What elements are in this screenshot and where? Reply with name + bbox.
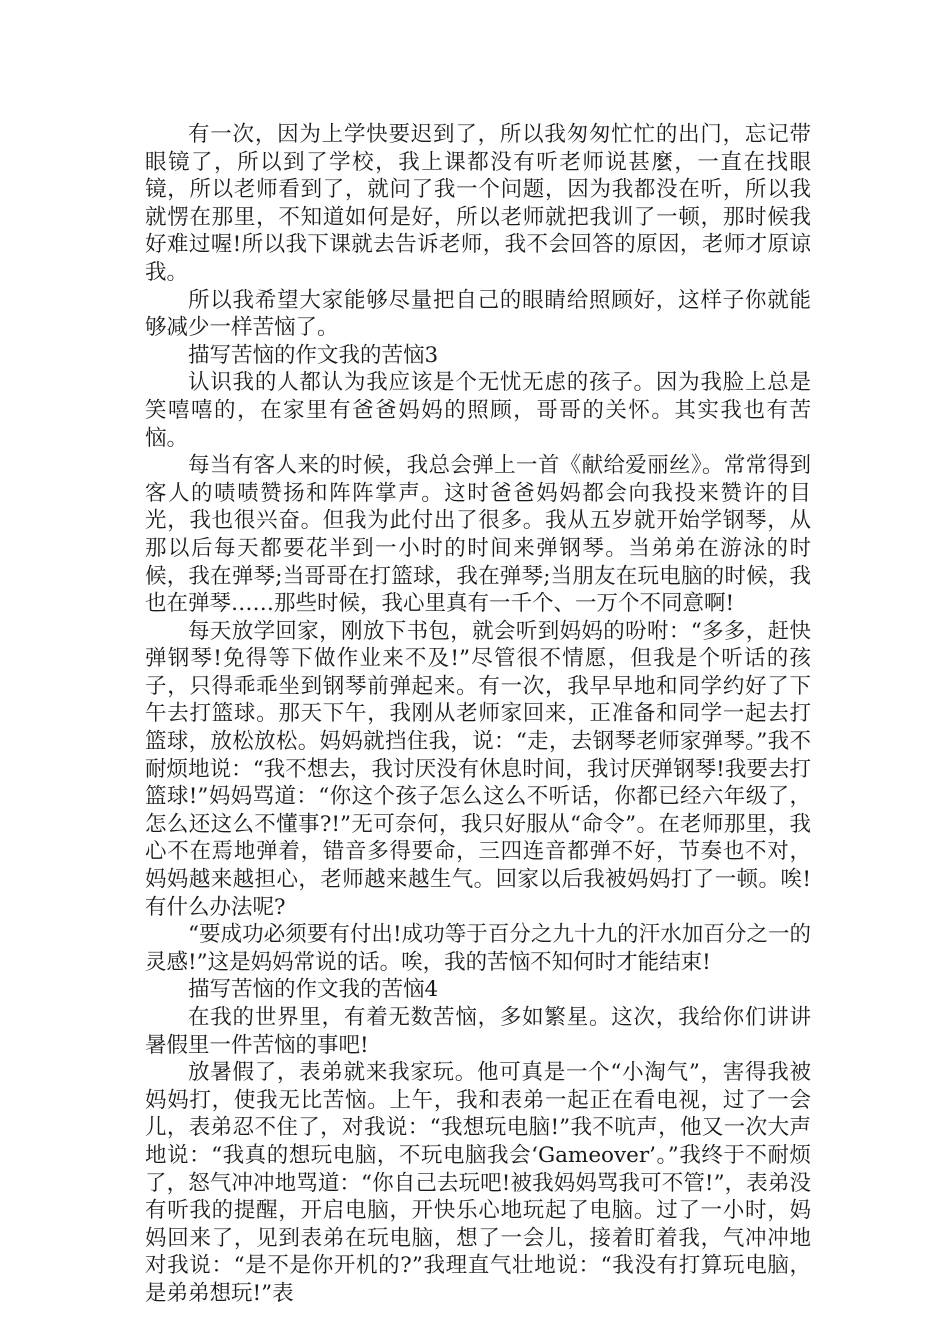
section-heading-3: 描写苦恼的作文我的苦恼3 [188,342,439,368]
paragraph-forgot-glasses: 有一次，因为上学快要迟到了，所以我匆匆忙忙的出门，忘记带眼镜了，所以到了学校，我上课都没有听老师说甚麼，一直在找眼镜，所以老师看到了，就问了我一个问题，因为我都没在听，所以我就愣在那里，不知道如何是好，所以老师就把我训了一顿，那时候我好难过喔!所以我下课就去告诉老师，我不会回答的原因，老师才原谅我。 [145,122,811,285]
paragraph-after-school: 每天放学回家，刚放下书包，就会听到妈妈的吩咐：“多多，赶快弹钢琴!免得等下做作业来不及!”尽管很不情愿，但我是个听话的孩子，只得乖乖坐到钢琴前弹起来。有一次，我早早地和同学约好了下午去打篮球。那天下午，我刚从老师家回来，正准备和同学一起去打篮球，放松放松。妈妈就挡住我，说：“走，去钢琴老师家弹琴。”我不耐烦地说：“我不想去，我讨厌没有休息时间，我讨厌弹钢琴!我要去打篮球!”妈妈骂道：“你这个孩子怎么这么不听话，你都已经六年级了，怎么还这么不懂事?!”无可奈何，我只好服从“命令”。在老师那里，我心不在焉地弹着，错音多得要命，三四连音都弹不好，节奏也不对，妈妈越来越担心，老师越来越生气。回家以后我被妈妈打了一顿。唉!有什么办法呢? [145,618,811,920]
paragraph-piano-practice: 每当有客人来的时候，我总会弹上一首《献给爱丽丝》。常常得到客人的啧啧赞扬和阵阵掌声。这时爸爸妈妈都会向我投来赞许的目光，我也很兴奋。但我为此付出了很多。我从五岁就开始学钢琴，从那以后每天都要花半到一小时的时间来弹钢琴。当弟弟在游泳的时候，我在弹琴;当哥哥在打篮球，我在弹琴;当朋友在玩电脑的时候，我也在弹琴……那些时候，我心里真有一千个、一万个不同意啊! [145,453,811,617]
paragraph-success-quote: “要成功必须要有付出!成功等于百分之九十九的汗水加百分之一的灵感!”这是妈妈常说的话。唉，我的苦恼不知何时才能结束! [145,922,811,975]
paragraph-carefree-child: 认识我的人都认为我应该是个无忧无虑的孩子。因为我脸上总是笑嘻嘻的，在家里有爸爸妈妈的照顾，哥哥的关怀。其实我也有苦恼。 [145,370,811,451]
section-heading-4: 描写苦恼的作文我的苦恼4 [188,977,439,1003]
paragraph-my-world: 在我的世界里，有着无数苦恼，多如繁星。这次，我给你们讲讲暑假里一件苦恼的事吧! [145,1005,811,1058]
document-page [145,121,811,1308]
paragraph-summer-vacation: 放暑假了，表弟就来我家玩。他可真是一个“小淘气”，害得我被妈妈打，使我无比苦恼。上午，我和表弟一起正在看电视，过了一会儿，表弟忍不住了，对我说：“我想玩电脑!”我不吭声，他又一次大声地说：“我真的想玩电脑，不玩电脑我会‘Gameover’。”我终于不耐烦了，怒气冲冲地骂道：“你自己去玩吧!被我妈妈骂我可不管!”，表弟没有听我的提醒，开启电脑，开快乐心地玩起了电脑。过了一小时，妈妈回来了，见到表弟在玩电脑，想了一会儿，接着盯着我，气冲冲地对我说：“是不是你开机的?”我理直气壮地说：“我没有打算玩电脑，是弟弟想玩!”表 [145,1060,811,1306]
paragraph-take-care-of-eyes: 所以我希望大家能够尽量把自己的眼睛给照顾好，这样子你就能够减少一样苦恼了。 [145,287,811,341]
